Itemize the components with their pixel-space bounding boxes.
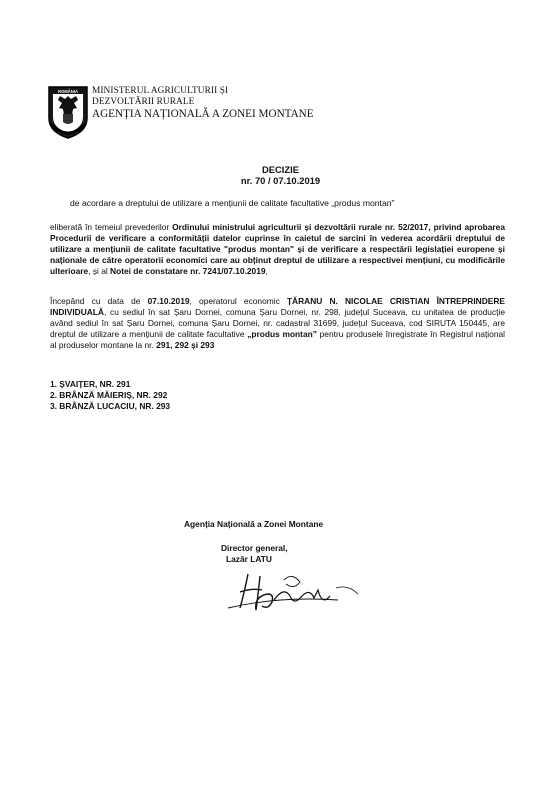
agency-name: AGENȚIA NAȚIONALĂ A ZONEI MONTANE (92, 108, 314, 120)
legal-basis-paragraph: eliberată în temeiul prevederilor Ordinului ministrului agriculturii și dezvoltării rurale nr. 52/2017, privind aprobarea Procedurii de verificare a conformității datelor cuprinse în caietul de sarcini în vederea acordării dreptului de utilizare a mențiunii de calitate facultative "produs montan" și de verificare a respectării legislației europene și naționale de către operatorii economici care au obținut dreptul de utilizare a respectivei mențiuni, cu modificările ulterioare, și al Notei de constatare nr. 7241/07.10.2019, (50, 222, 505, 276)
ministry-header (92, 86, 314, 121)
signature-name: Lazăr LATU (226, 554, 272, 564)
list-item: 1. ȘVAIȚER, NR. 291 (50, 379, 131, 389)
ministry-line-1: MINISTERUL AGRICULTURII ȘI (92, 86, 229, 96)
signature-agency: Agenția Națională a Zonei Montane (184, 519, 324, 529)
decision-subtitle: de acordare a dreptului de utilizare a mențiunii de calitate facultative „produs montan” (70, 198, 395, 208)
decision-paragraph: Începând cu data de 07.10.2019, operatorul economic ȚĂRANU N. NICOLAE CRISTIAN ÎNTREPRINDERE INDIVIDUALĂ, cu sediul în sat Șaru Dornei, comuna Șaru Dornei, nr. 298, județul Suceava, cu unitatea de producție având sediul în sat Șaru Dornei, comuna Șaru Dornei, nr. cadastral 31699, județul Suceava, cod SIRUTA 150445, are dreptul de utilizare a mențiunii de calitate facultative „produs montan” pentru produsele înregistrate în Registrul național al produselor montane la nr. 291, 292 și 293 (50, 296, 505, 350)
list-item: 3. BRÂNZĂ LUCACIU, NR. 293 (50, 401, 171, 412)
handwritten-signature (218, 566, 368, 618)
svg-text:ROMÂNIA: ROMÂNIA (57, 89, 79, 95)
romania-coat-of-arms-icon (45, 84, 91, 140)
signature-role: Director general, (221, 543, 288, 553)
decision-number: nr. 70 / 07.10.2019 (240, 175, 321, 186)
list-item: 2. BRÂNZĂ MĂIERIȘ, NR. 292 (50, 390, 168, 401)
product-list (50, 379, 170, 413)
ministry-line-2: DEZVOLTĂRII RURALE (92, 97, 195, 107)
decision-title: DECIZIE (262, 164, 299, 175)
